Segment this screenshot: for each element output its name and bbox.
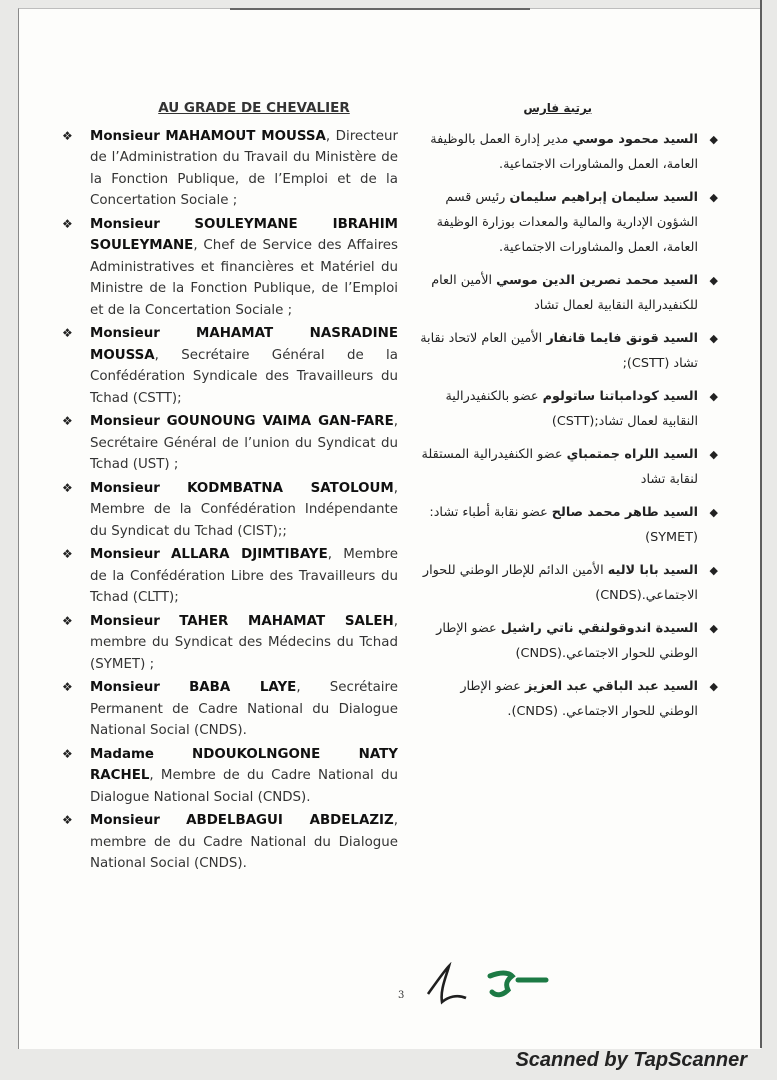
fr-entry: ❖ Monsieur ABDELBAGUI ABDELAZIZ, membre de du Cadre National du Dialogue National Social (CNDS). [60, 810, 398, 875]
ar-entry: ◆ السيد اللراه جمتمباي عضو الكنفيدرالية المستقلة لنقابة تشاد [420, 442, 700, 492]
bullet-icon: ❖ [62, 414, 73, 428]
bullet-icon: ◆ [709, 564, 718, 577]
heading-ar: برتبة فارس [523, 101, 592, 115]
ar-entry: ◆ السيد سليمان إبراهيم سليمان رئيس قسم الشؤون الإدارية والمالية والمعدات بوزارة الوظيفة العامة، العمل والمشاورات الاجتماعية. [420, 185, 700, 260]
ar-entry: ◆ السيد عبد الباقي عبد العزيز عضو الإطار الوطني للحوار الاجتماعي. (CNDS). [420, 674, 700, 724]
bullet-icon: ◆ [709, 133, 718, 146]
bullet-icon: ❖ [62, 216, 73, 231]
bullet-icon: ◆ [709, 274, 718, 287]
bullet-icon: ❖ [62, 680, 73, 694]
ar-entry: ◆ السيدة اندوقولنقي ناتي راشيل عضو الإطار الوطني للحوار الاجتماعي.(CNDS) [420, 616, 700, 666]
bullet-icon: ◆ [709, 622, 718, 635]
ar-entry: ◆ السيد محمود موسي مدير إدارة العمل بالوظيفة العامة، العمل والمشاورات الاجتماعية. [420, 127, 700, 177]
ar-entry: ◆ السيد بابا لاليه الأمين الدائم للإطار الوطني للحوار الاجتماعي.(CNDS) [420, 558, 700, 608]
bullet-icon: ❖ [62, 746, 73, 761]
page-edge [760, 0, 762, 1048]
bullet-icon: ◆ [709, 390, 718, 403]
fr-entry: ❖ Madame NDOUKOLNGONE NATY RACHEL, Membre de du Cadre National du Dialogue National Social (CNDS). [60, 744, 398, 809]
fr-entry: ❖ Monsieur MAHAMOUT MOUSSA, Directeur de l’Administration du Travail du Ministère de la Fonction Publique, de l’Emploi et de la Concertation Sociale ; [60, 126, 398, 212]
bullet-icon: ❖ [62, 326, 73, 340]
fr-entry: ❖ Monsieur BABA LAYE, Secrétaire Permanent de Cadre National du Dialogue National Social (CNDS). [60, 677, 398, 742]
heading-fr: AU GRADE DE CHEVALIER [158, 100, 350, 116]
bullet-icon: ◆ [709, 448, 718, 461]
bullet-icon: ◆ [709, 332, 718, 345]
french-column [60, 98, 398, 877]
signature-icon [420, 962, 560, 1012]
watermark: Scanned by TapScanner [515, 1049, 747, 1071]
ar-entry: ◆ السيد كودامباتنا ساتولوم عضو بالكنفيدرالية النقابية لعمال تشاد;(CSTT) [420, 384, 700, 434]
arabic-column [420, 96, 718, 732]
bullet-icon: ◆ [709, 680, 718, 693]
fr-entry: ❖ Monsieur MAHAMAT NASRADINE MOUSSA, Secrétaire Général de la Confédération Syndicale des Travailleurs du Tchad (CSTT); [60, 323, 398, 409]
fr-entry: ❖ Monsieur KODMBATNA SATOLOUM, Membre de la Confédération Indépendante du Syndicat du Tchad (CIST);; [60, 478, 398, 543]
bullet-icon: ◆ [709, 506, 718, 519]
top-rule [230, 8, 530, 10]
bullet-icon: ❖ [62, 613, 73, 628]
ar-entry: ◆ السيد قونق فايما قانفار الأمين العام لاتحاد نقابة تشاد (CSTT); [420, 326, 700, 376]
fr-entry: ❖ Monsieur GOUNOUNG VAIMA GAN-FARE, Secrétaire Général de l’union du Syndicat du Tchad (UST) ; [60, 411, 398, 476]
ar-entry: ◆ السيد طاهر محمد صالح عضو نقابة أطباء تشاد: (SYMET) [420, 500, 700, 550]
fr-entry: ❖ Monsieur SOULEYMANE IBRAHIM SOULEYMANE, Chef de Service des Affaires Administratives et financières et Matériel du Ministre de la Fonction Publique, de l’Emploi et de la Concertation Sociale ; [60, 214, 398, 322]
bullet-icon: ❖ [62, 128, 73, 143]
bullet-icon: ◆ [709, 191, 718, 204]
ar-entry: ◆ السيد محمد نصرين الدين موسي الأمين العام للكنفيدرالية النقابية لعمال تشاد [420, 268, 700, 318]
bullet-icon: ❖ [62, 480, 73, 495]
fr-entry: ❖ Monsieur TAHER MAHAMAT SALEH, membre du Syndicat des Médecins du Tchad (SYMET) ; [60, 611, 398, 676]
fr-entry: ❖ Monsieur ALLARA DJIMTIBAYE, Membre de la Confédération Libre des Travailleurs du Tchad (CLTT); [60, 544, 398, 609]
bullet-icon: ❖ [62, 813, 73, 827]
bullet-icon: ❖ [62, 547, 73, 561]
page-number: 3 [398, 990, 405, 1001]
